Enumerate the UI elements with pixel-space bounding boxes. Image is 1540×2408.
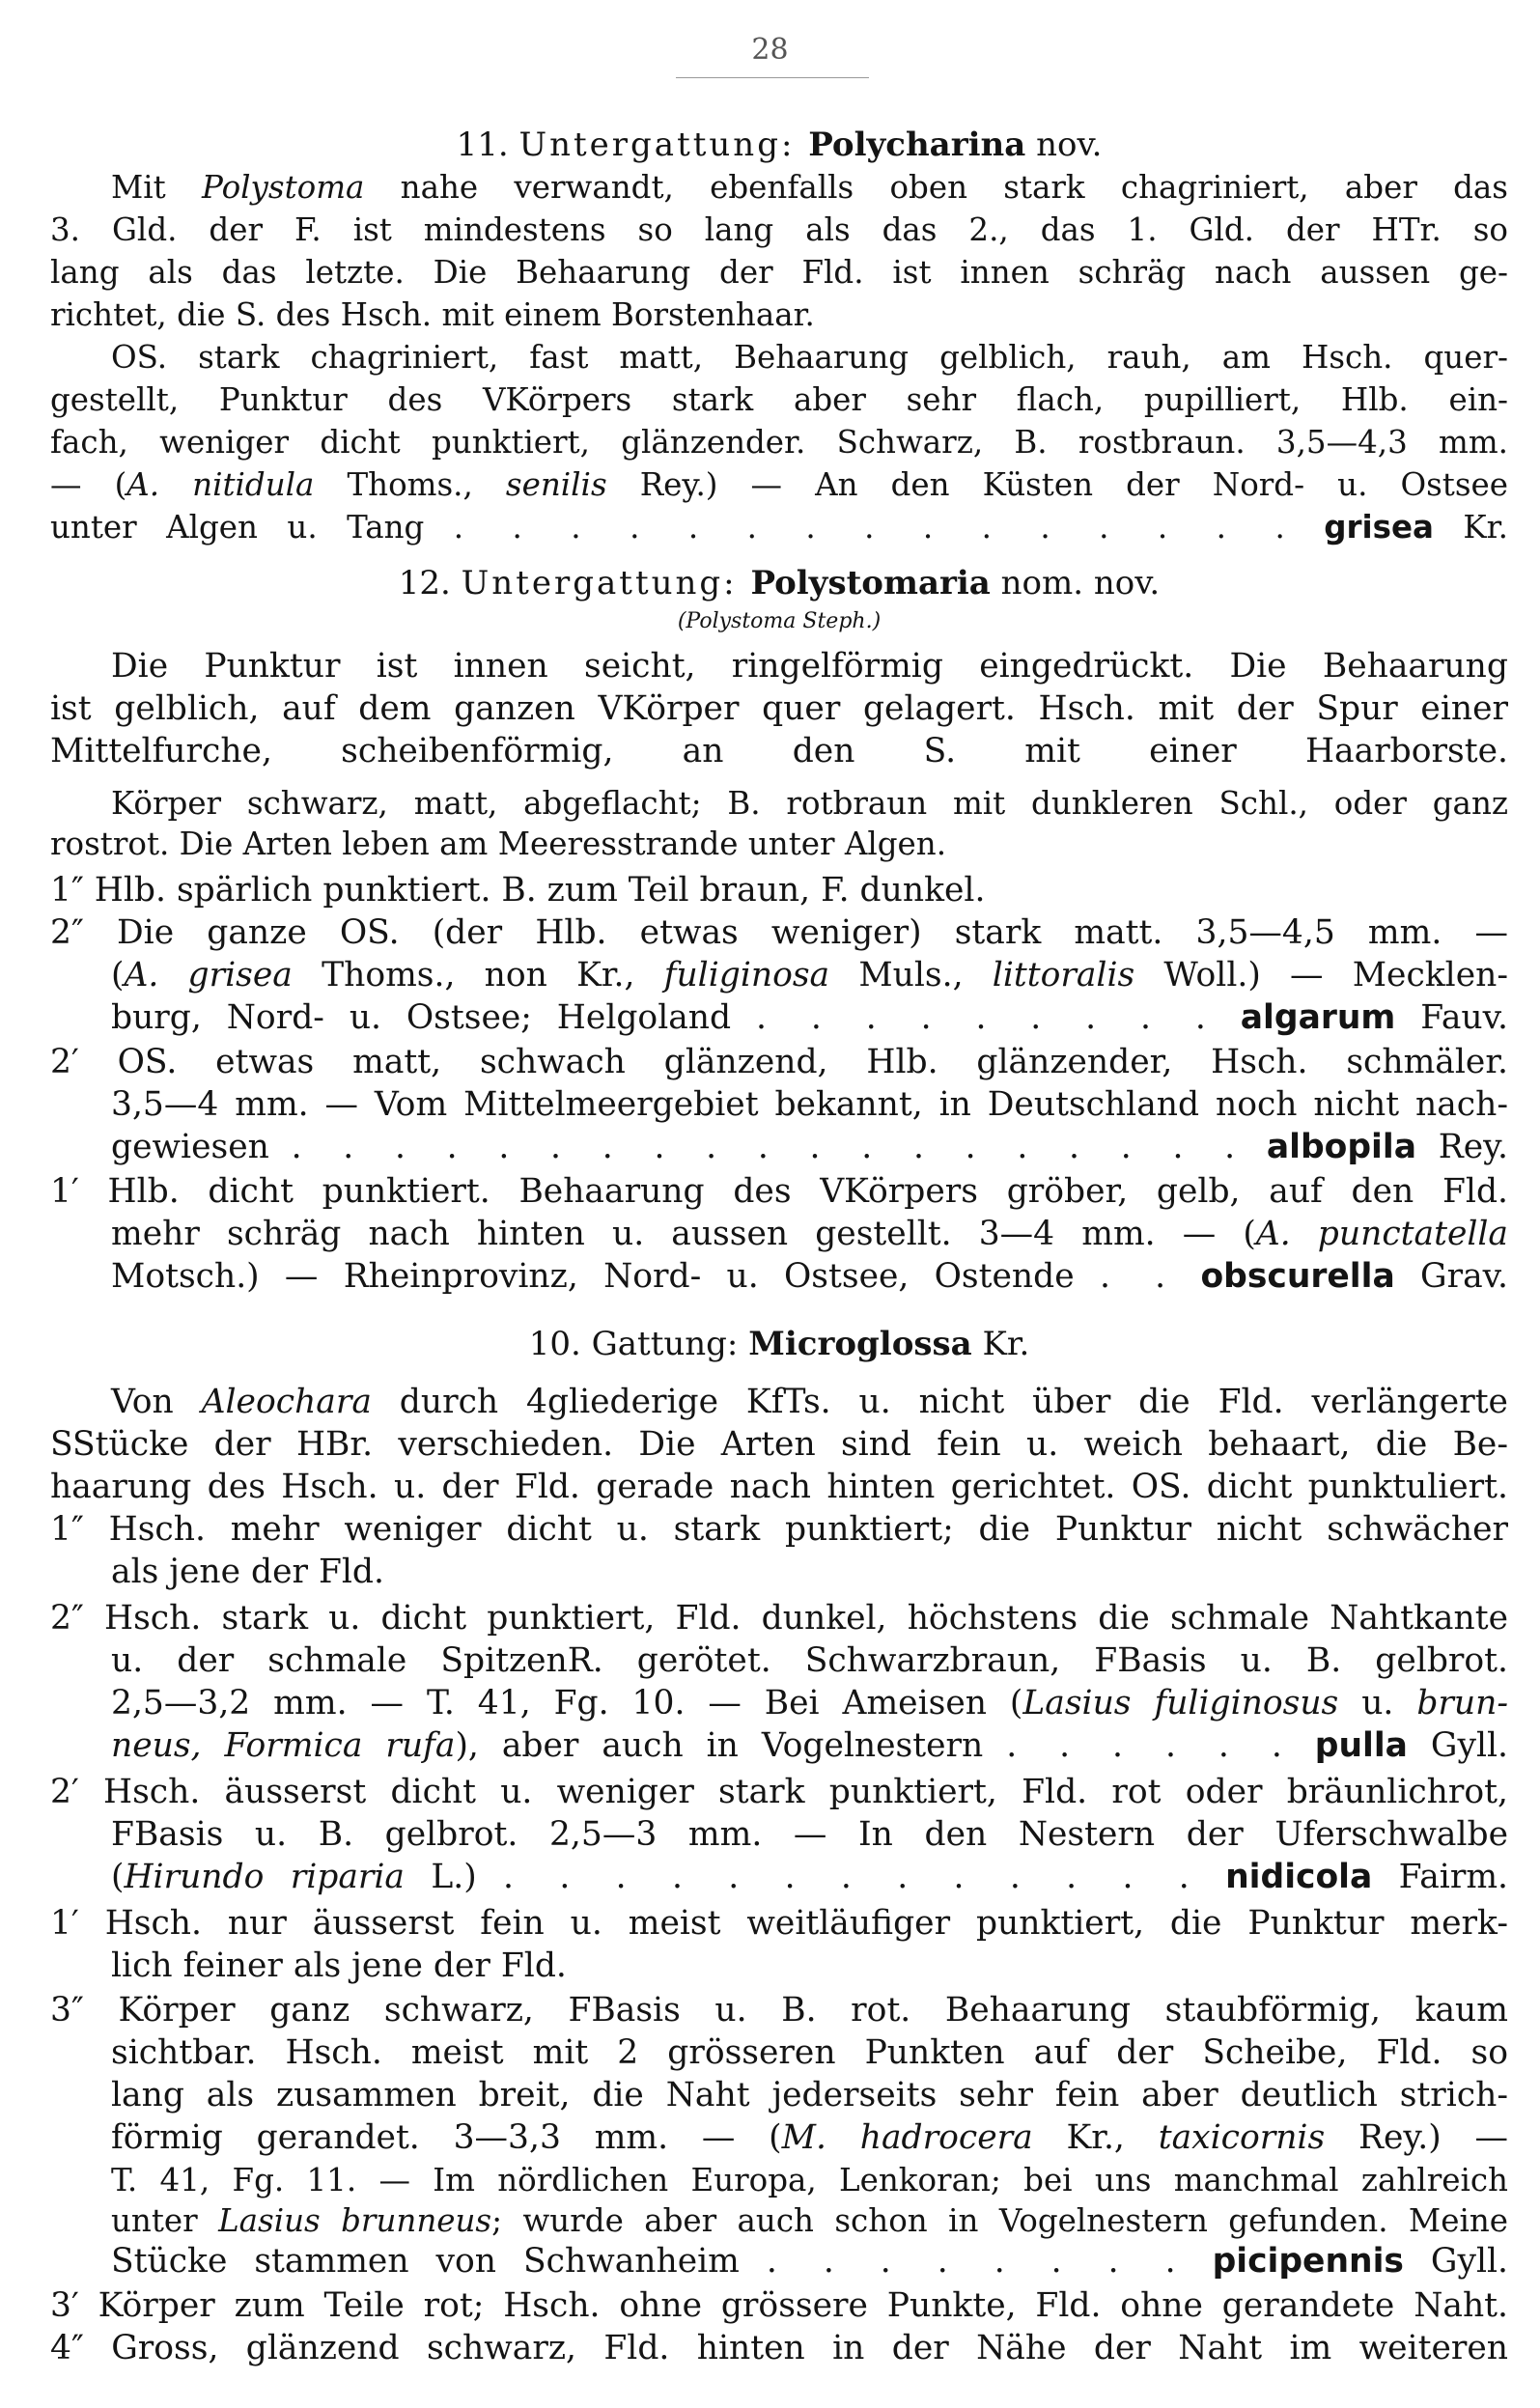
text-line: [50, 1323, 1508, 1365]
text-line: [111, 1945, 1508, 1987]
species-name: albopila: [1266, 1128, 1416, 1166]
text-segment: littoralis: [992, 956, 1135, 994]
text-segment: nom. nov.: [990, 564, 1161, 602]
text-segment: (Polystoma Steph.): [677, 609, 882, 633]
text-segment: [1295, 509, 1324, 546]
text-segment: A. nitidula: [126, 466, 315, 503]
text-segment: Kr.: [971, 1325, 1030, 1363]
text-segment: brun-: [1416, 1684, 1509, 1722]
text-line: [111, 2116, 1508, 2159]
text-segment: senilis: [505, 466, 607, 503]
text-segment: 1′ Hlb. dicht punktiert. Behaarung des VKörpers gröber, gelb, auf den Fld.: [50, 1172, 1508, 1211]
dot-leader: . .: [1099, 1257, 1176, 1296]
text-line: [111, 1255, 1508, 1298]
text-segment: neus, Formica rufa: [111, 1726, 456, 1765]
text-line: [50, 2284, 1508, 2327]
text-segment: Microglossa: [748, 1325, 972, 1363]
text-segment: Thoms.,: [314, 466, 506, 503]
text-line: [50, 562, 1508, 604]
text-segment: Körper schwarz, matt, abgeflacht; B. rotbraun mit dunkleren Schl., oder ganz: [111, 785, 1508, 822]
page-number: 28: [751, 33, 789, 67]
text-segment: u. der schmale SpitzenR. gerötet. Schwarzbraun, FBasis u. B. gelbrot.: [111, 1641, 1508, 1680]
dot-leader: . . . . . .: [1006, 1726, 1292, 1765]
text-segment: 1″ Hlb. spärlich punktiert. B. zum Teil braun, F. dunkel.: [50, 871, 986, 910]
text-line: [50, 251, 1508, 294]
text-segment: Polycharina: [808, 126, 1026, 164]
text-segment: sichtbar. Hsch. meist mit 2 grösseren Punkten auf der Scheibe, Fld. so: [111, 2033, 1508, 2072]
text-segment: M. hadrocera: [781, 2118, 1033, 2157]
text-line: [111, 2199, 1508, 2242]
text-line: [111, 1213, 1508, 1255]
text-segment: 11.: [456, 126, 519, 164]
text-line: [111, 1381, 1508, 1423]
text-segment: gestellt, Punktur des VKörpers stark aber sehr flach, pupilliert, Hlb. ein-: [50, 381, 1508, 418]
text-line: [111, 2240, 1508, 2282]
text-line: [111, 1083, 1508, 1126]
text-line: [111, 1551, 1508, 1593]
text-line: [50, 730, 1508, 772]
text-segment: gewiesen: [111, 1128, 292, 1166]
dot-leader: . . . . . . . .: [766, 2242, 1186, 2281]
text-segment: 12.: [398, 564, 462, 602]
text-segment: unter Algen u. Tang: [50, 509, 454, 546]
text-segment: — (: [50, 466, 127, 503]
text-segment: ; wurde aber auch schon in Vogelnestern gefunden. Meine: [491, 2202, 1508, 2239]
text-segment: OS. stark chagriniert, fast matt, Behaarung gelblich, rauh, am Hsch. quer-: [111, 339, 1508, 376]
text-segment: [1245, 1128, 1267, 1166]
text-line: [50, 601, 1508, 643]
text-segment: Rey.) — An den Küsten der Nord- u. Ostsee: [606, 466, 1509, 503]
dot-leader: . . . . . . . . .: [756, 998, 1216, 1037]
text-segment: Polystomaria: [750, 564, 991, 602]
text-segment: Grav.: [1394, 1257, 1508, 1296]
text-segment: nahe verwandt, ebenfalls oben stark chagriniert, aber das: [364, 169, 1508, 206]
text-line: [50, 1771, 1508, 1813]
text-line: [50, 463, 1508, 506]
text-segment: T. 41, Fg. 11. — Im nördlichen Europa, Lenkoran; bei uns manchmal zahlreich: [111, 2162, 1508, 2198]
dot-leader: . . . . . . . . . . . . . . .: [453, 509, 1295, 546]
text-line: [50, 2327, 1508, 2369]
text-line: [50, 378, 1508, 421]
text-segment: fach, weniger dicht punktiert, glänzender. Schwarz, B. rostbraun. 3,5—4,3 mm.: [50, 424, 1508, 461]
text-segment: [1186, 2242, 1213, 2281]
text-segment: Woll.) — Mecklen-: [1134, 956, 1508, 994]
text-segment: 10. Gattung:: [528, 1325, 749, 1363]
text-line: [50, 687, 1508, 730]
text-segment: 2″ Die ganze OS. (der Hlb. etwas weniger) stark matt. 3,5—4,5 mm. —: [50, 913, 1508, 952]
text-segment: Kr.,: [1032, 2118, 1159, 2157]
text-line: [111, 1639, 1508, 1682]
text-line: [111, 2074, 1508, 2116]
text-segment: rostrot. Die Arten leben am Meeresstrande unter Algen.: [50, 826, 947, 862]
text-line: [111, 166, 1508, 209]
text-segment: Kr.: [1433, 509, 1508, 546]
text-line: [111, 2031, 1508, 2074]
text-segment: [1292, 1726, 1315, 1765]
text-segment: 3′ Körper zum Teile rot; Hsch. ohne grössere Punkte, Fld. ohne gerandete Naht.: [50, 2286, 1508, 2325]
text-segment: Mit: [111, 169, 203, 206]
text-segment: durch 4gliederige KfTs. u. nicht über die Fld. verlängerte: [371, 1383, 1508, 1421]
text-segment: Thoms., non Kr.,: [292, 956, 664, 994]
text-segment: 1′ Hsch. nur äusserst fein u. meist weitläufiger punktiert, die Punktur merk-: [50, 1904, 1508, 1943]
text-segment: mehr schräg nach hinten u. aussen gestellt. 3—4 mm. — (: [111, 1215, 1256, 1253]
text-line: [50, 1170, 1508, 1213]
text-segment: SStücke der HBr. verschieden. Die Arten sind fein u. weich behaart, die Be-: [50, 1425, 1508, 1464]
text-segment: Die Punktur ist innen seicht, ringelförmig eingedrückt. Die Behaarung: [111, 647, 1508, 686]
text-segment: [1175, 1257, 1200, 1296]
text-line: [111, 996, 1508, 1039]
text-segment: A. grisea: [124, 956, 293, 994]
text-segment: Fauv.: [1395, 998, 1509, 1037]
text-segment: 3,5—4 mm. — Vom Mittelmeergebiet bekannt, in Deutschland noch nicht nach-: [111, 1085, 1508, 1124]
text-segment: A. punctatella: [1255, 1215, 1508, 1253]
text-segment: Mittelfurche, scheibenförmig, an den S. mit einer Haarborste.: [50, 732, 1508, 770]
text-segment: Aleochara: [201, 1383, 372, 1421]
text-line: [111, 2159, 1508, 2201]
text-segment: Motsch.) — Rheinprovinz, Nord- u. Ostsee, Ostende: [111, 1257, 1100, 1296]
text-segment: Untergattung:: [518, 126, 809, 164]
text-segment: lang als zusammen breit, die Naht jederseits sehr fein aber deutlich strich-: [111, 2076, 1508, 2114]
species-name: pulla: [1314, 1726, 1408, 1765]
text-segment: ), aber auch in Vogelnestern: [455, 1726, 1007, 1765]
text-segment: [1199, 1858, 1225, 1896]
header-rule: [676, 77, 869, 78]
text-line: [50, 1041, 1508, 1083]
text-segment: Gyll.: [1407, 1726, 1509, 1765]
text-segment: Rey.) —: [1325, 2118, 1508, 2157]
dot-leader: . . . . . . . . . . . . . . . . . . .: [291, 1128, 1246, 1166]
text-line: [50, 1902, 1508, 1945]
text-line: [111, 1856, 1508, 1898]
text-line: [111, 782, 1508, 825]
text-line: [50, 823, 1508, 865]
text-segment: Hirundo riparia: [124, 1858, 405, 1896]
text-segment: Gyll.: [1403, 2242, 1509, 2281]
text-segment: taxicornis: [1158, 2118, 1326, 2157]
text-segment: (: [111, 1858, 125, 1896]
text-segment: Muls.,: [829, 956, 993, 994]
text-segment: 4″ Gross, glänzend schwarz, Fld. hinten in der Nähe der Naht im weiteren: [50, 2329, 1508, 2367]
text-segment: 2′ OS. etwas matt, schwach glänzend, Hlb. glänzender, Hsch. schmäler.: [50, 1043, 1508, 1081]
species-name: grisea: [1324, 509, 1434, 546]
text-segment: 2″ Hsch. stark u. dicht punktiert, Fld. dunkel, höchstens die schmale Nahtkante: [50, 1599, 1508, 1638]
text-segment: [1216, 998, 1241, 1037]
text-line: [111, 1682, 1508, 1724]
text-segment: Untergattung:: [461, 564, 751, 602]
text-segment: 2,5—3,2 mm. — T. 41, Fg. 10. — Bei Ameisen (: [111, 1684, 1023, 1722]
text-segment: nov.: [1025, 126, 1103, 164]
text-segment: burg, Nord- u. Ostsee; Helgoland: [111, 998, 757, 1037]
dot-leader: . . . . . . . . . . . . .: [503, 1858, 1199, 1896]
text-segment: haarung des Hsch. u. der Fld. gerade nach hinten gerichtet. OS. dicht punktuliert.: [50, 1468, 1508, 1506]
text-line: [50, 869, 1508, 911]
text-segment: richtet, die S. des Hsch. mit einem Borstenhaar.: [50, 296, 815, 333]
text-line: [50, 1423, 1508, 1466]
text-line: [111, 954, 1508, 996]
text-segment: Lasius fuliginosus: [1022, 1684, 1339, 1722]
text-segment: Rey.: [1415, 1128, 1508, 1166]
text-line: [50, 911, 1508, 954]
text-segment: (: [111, 956, 125, 994]
text-line: [50, 209, 1508, 251]
species-name: picipennis: [1212, 2242, 1404, 2281]
text-line: [50, 1466, 1508, 1508]
text-segment: lang als das letzte. Die Behaarung der Fld. ist innen schräg nach aussen ge-: [50, 254, 1508, 291]
text-line: [50, 421, 1508, 463]
text-line: [111, 645, 1508, 687]
text-line: [50, 506, 1508, 548]
text-line: [111, 336, 1508, 378]
text-segment: Stücke stammen von Schwanheim: [111, 2242, 767, 2281]
text-line: [50, 1597, 1508, 1639]
text-segment: Von: [111, 1383, 202, 1421]
text-segment: FBasis u. B. gelbrot. 2,5—3 mm. — In den Nestern der Uferschwalbe: [111, 1815, 1508, 1854]
text-segment: unter: [111, 2202, 219, 2239]
text-segment: Polystoma: [202, 169, 365, 206]
text-line: [50, 294, 1508, 336]
text-segment: Fairm.: [1372, 1858, 1508, 1896]
text-line: [111, 1813, 1508, 1856]
text-segment: als jene der Fld.: [111, 1553, 384, 1591]
text-line: [50, 1508, 1508, 1551]
text-segment: Lasius brunneus: [218, 2202, 492, 2239]
species-name: algarum: [1240, 998, 1396, 1037]
text-segment: 3. Gld. der F. ist mindestens so lang als das 2., das 1. Gld. der HTr. so: [50, 211, 1508, 248]
text-segment: u.: [1338, 1684, 1417, 1722]
text-segment: fuliginosa: [663, 956, 830, 994]
text-segment: L.): [405, 1858, 504, 1896]
species-name: obscurella: [1200, 1257, 1395, 1296]
text-line: [50, 1989, 1508, 2031]
text-line: [50, 124, 1508, 166]
text-segment: 3″ Körper ganz schwarz, FBasis u. B. rot. Behaarung staubförmig, kaum: [50, 1991, 1508, 2030]
text-line: [111, 1126, 1508, 1168]
text-segment: ist gelblich, auf dem ganzen VKörper quer gelagert. Hsch. mit der Spur einer: [50, 689, 1508, 728]
text-segment: förmig gerandet. 3—3,3 mm. — (: [111, 2118, 782, 2157]
text-segment: 1″ Hsch. mehr weniger dicht u. stark punktiert; die Punktur nicht schwächer: [50, 1510, 1508, 1549]
text-line: [111, 1724, 1508, 1767]
text-segment: 2′ Hsch. äusserst dicht u. weniger stark punktiert, Fld. rot oder bräunlichrot,: [50, 1773, 1508, 1811]
species-name: nidicola: [1225, 1858, 1373, 1896]
text-segment: lich feiner als jene der Fld.: [111, 1946, 567, 1985]
